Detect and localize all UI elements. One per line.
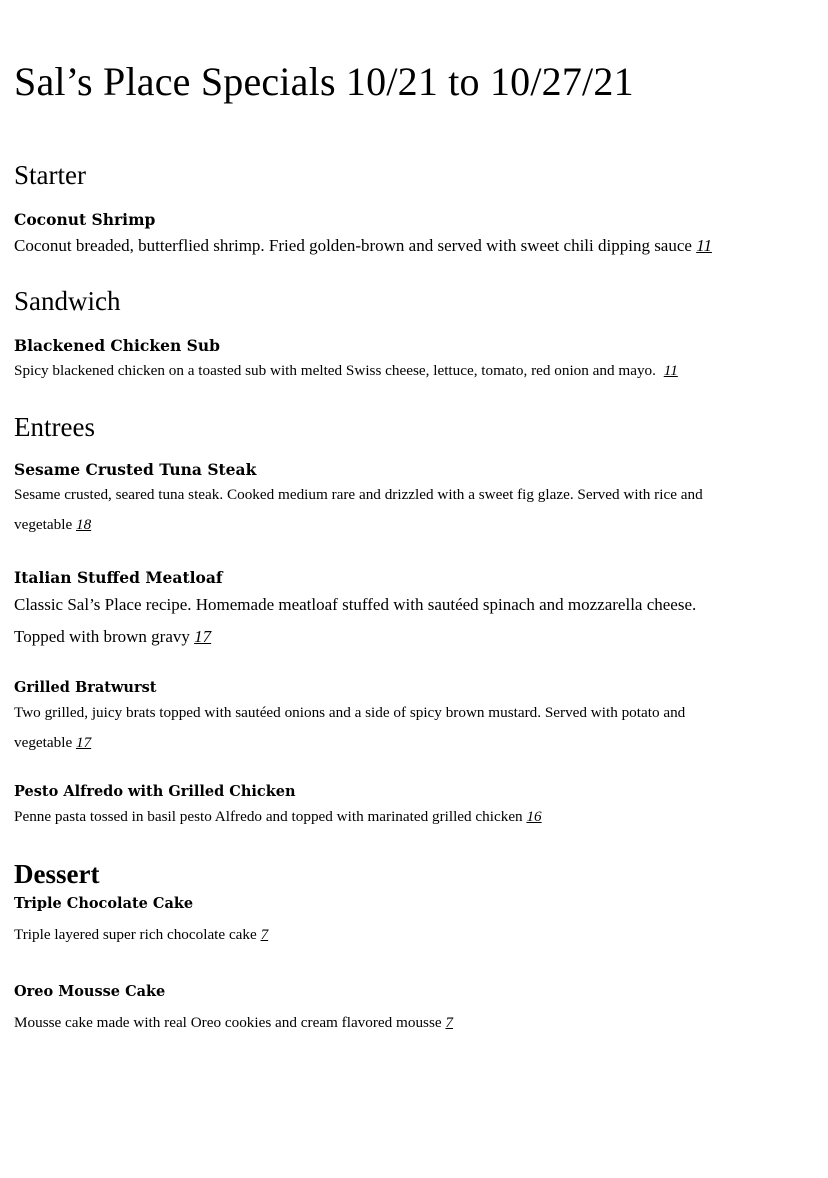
item-description-coconut-shrimp — [14, 237, 712, 254]
item-name-sesame-crusted-tuna-steak: Sesame Crusted Tuna Steak — [14, 460, 257, 479]
section-heading-sandwich: Sandwich — [14, 286, 121, 316]
item-description-line-2 — [14, 735, 91, 750]
section-heading-entrees: Entrees — [14, 412, 95, 442]
item-price: 17 — [194, 627, 212, 646]
item-price: 18 — [75, 516, 92, 533]
item-description-oreo-mousse-cake — [14, 1015, 453, 1030]
item-price: 7 — [445, 1014, 454, 1031]
item-price: 11 — [696, 236, 712, 255]
item-price: 16 — [526, 808, 542, 825]
description-text: Coconut breaded, butterflied shrimp. Fried golden-brown and served with sweet chili dipping sauce — [14, 236, 692, 255]
description-text: vegetable — [14, 516, 73, 533]
item-name-blackened-chicken-sub: Blackened Chicken Sub — [14, 336, 220, 355]
item-price: 11 — [663, 362, 678, 379]
item-description-pesto-alfredo — [14, 809, 542, 824]
description-text: Penne pasta tossed in basil pesto Alfredo and topped with marinated grilled chicken — [14, 808, 523, 825]
item-description-triple-chocolate-cake — [14, 927, 268, 942]
item-description-line-1: Classic Sal’s Place recipe. Homemade meatloaf stuffed with sautéed spinach and mozzarella cheese. — [14, 595, 697, 614]
item-name-coconut-shrimp: Coconut Shrimp — [14, 210, 156, 229]
page-title: Sal’s Place Specials 10/21 to 10/27/21 — [14, 59, 634, 104]
item-description-line-2 — [14, 628, 211, 645]
description-text: Triple layered super rich chocolate cake — [14, 926, 257, 943]
item-name-italian-stuffed-meatloaf: Italian Stuffed Meatloaf — [14, 568, 223, 587]
description-text: vegetable — [14, 734, 73, 751]
item-description-line-2 — [14, 517, 91, 532]
item-description-blackened-chicken-sub — [14, 363, 678, 378]
item-price: 17 — [75, 734, 92, 751]
item-name-oreo-mousse-cake: Oreo Mousse Cake — [14, 983, 166, 1000]
section-heading-dessert: Dessert — [14, 859, 100, 889]
item-price: 7 — [260, 926, 269, 943]
item-name-pesto-alfredo: Pesto Alfredo with Grilled Chicken — [14, 783, 296, 800]
description-text: Spicy blackened chicken on a toasted sub with melted Swiss cheese, lettuce, tomato, red onion and mayo. — [14, 362, 656, 379]
description-text: Mousse cake made with real Oreo cookies and cream flavored mousse — [14, 1014, 442, 1031]
section-heading-starter: Starter — [14, 160, 86, 190]
item-description-line-1: Two grilled, juicy brats topped with sautéed onions and a side of spicy brown mustard. Served with potato and — [14, 704, 686, 721]
item-name-triple-chocolate-cake: Triple Chocolate Cake — [14, 895, 194, 912]
item-name-grilled-bratwurst: Grilled Bratwurst — [14, 679, 157, 696]
description-text: Topped with brown gravy — [14, 627, 190, 646]
item-description-line-1: Sesame crusted, seared tuna steak. Cooked medium rare and drizzled with a sweet fig glaze. Served with rice and — [14, 486, 703, 503]
